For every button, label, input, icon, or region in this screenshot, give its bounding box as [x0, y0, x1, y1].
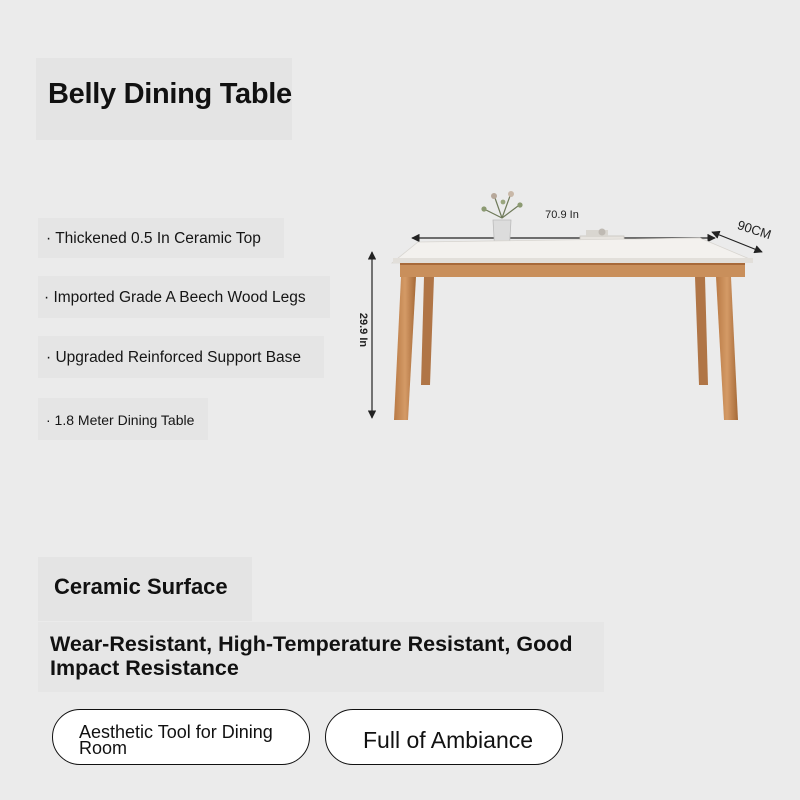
height-dimension-label: 29.9 In	[357, 312, 369, 348]
wood-apron	[400, 263, 745, 277]
feature-item-table-size: · 1.8 Meter Dining Table	[46, 412, 195, 428]
table-leg-back-right	[695, 277, 708, 385]
feature-item-ceramic-top: · Thickened 0.5 In Ceramic Top	[46, 230, 261, 247]
tag-full-of-ambiance	[325, 709, 563, 765]
tabletop-edge	[393, 258, 753, 263]
section-title: Ceramic Surface	[54, 574, 228, 599]
feature-item-beech-legs: · Imported Grade A Beech Wood Legs	[44, 289, 306, 306]
section-description: Wear-Resistant, High-Temperature Resistant, Good Impact Resistance	[50, 632, 573, 680]
table-leg-back-left	[421, 277, 434, 385]
tag-aesthetic-tool-label: Aesthetic Tool for Dining Room	[79, 722, 273, 758]
length-dimension-label: 70.9 In	[545, 209, 579, 221]
depth-dimension-label: 90CM	[735, 217, 774, 243]
tag-aesthetic-tool	[52, 709, 310, 765]
product-title: Belly Dining Table	[48, 78, 292, 110]
dining-table-illustration	[350, 180, 790, 430]
tag-full-of-ambiance-label: Full of Ambiance	[363, 727, 534, 753]
table-leg-front-left	[394, 277, 416, 420]
table-leg-front-right	[716, 277, 738, 420]
feature-item-support-base: · Upgraded Reinforced Support Base	[46, 349, 302, 366]
